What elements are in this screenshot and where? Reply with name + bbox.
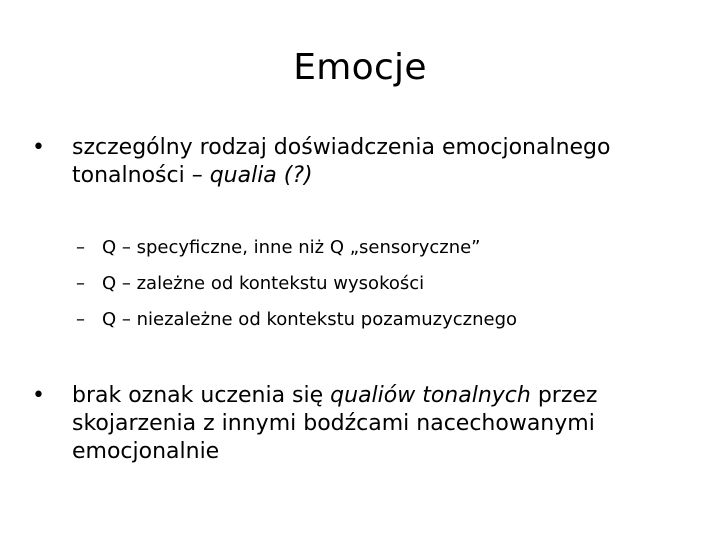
sub-item-3 xyxy=(76,308,696,332)
bullet-text xyxy=(72,134,690,190)
bullet-text-regular: przez skojarzenia z innymi bodźcami nacechowanymi emocjonalnie xyxy=(72,383,598,464)
bullet-marker: • xyxy=(32,135,45,160)
bullet-text xyxy=(72,382,690,466)
bullet-text-regular: szczególny rodzaj doświadczenia emocjonalnego tonalności – xyxy=(72,135,611,188)
bullet-item-1 xyxy=(32,134,690,190)
sub-item-text: Q – zależne od kontekstu wysokości xyxy=(102,273,425,294)
sub-marker: – xyxy=(76,237,85,258)
sub-marker: – xyxy=(76,273,85,294)
sub-item-text: Q – niezależne od kontekstu pozamuzycznego xyxy=(102,309,518,330)
sub-item-1 xyxy=(76,236,696,260)
bullet-text-italic: qualia (?) xyxy=(209,163,313,188)
bullet-text-italic: qualiów tonalnych xyxy=(330,383,531,408)
slide-title: Emocje xyxy=(293,47,427,88)
bullet-text-regular: brak oznak uczenia się xyxy=(72,383,331,408)
sub-item-text: Q – specyficzne, inne niż Q „sensoryczne” xyxy=(102,237,481,258)
sub-marker: – xyxy=(76,309,85,330)
bullet-item-2 xyxy=(32,382,690,466)
sub-item-2 xyxy=(76,272,696,296)
bullet-marker: • xyxy=(32,383,45,408)
